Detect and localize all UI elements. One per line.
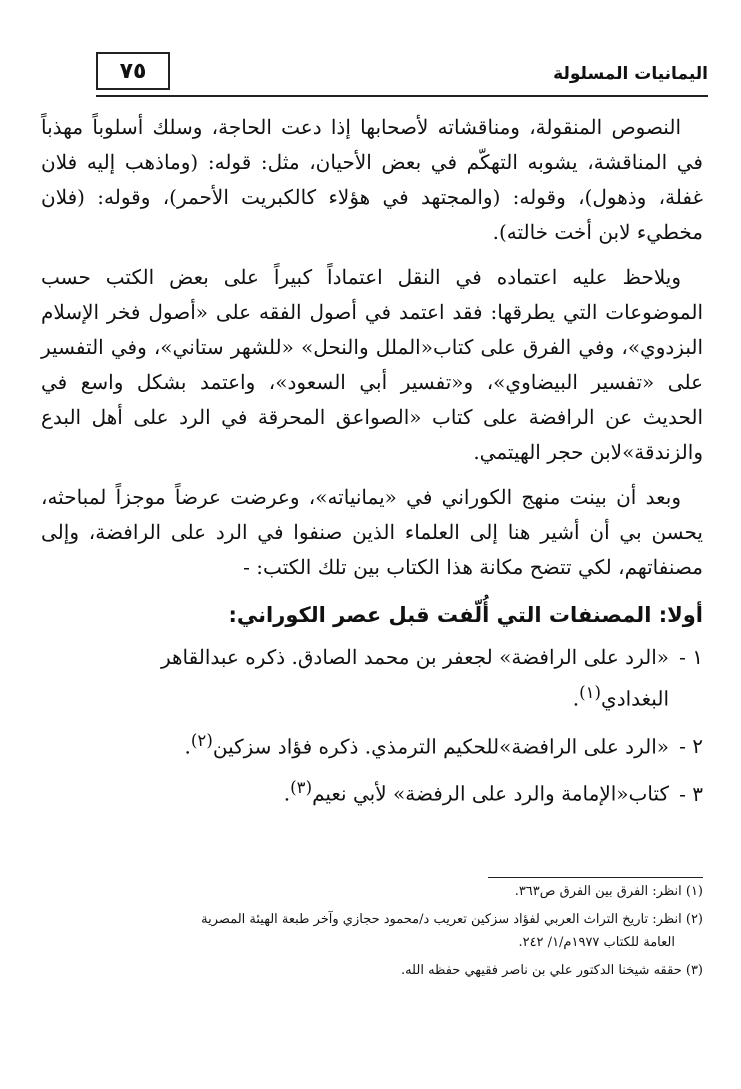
list-item: ٣ -كتاب«الإمامة والرد على الرفضة» لأبي نعيم$^{(٣)}$. [41,770,703,812]
paragraph: النصوص المنقولة، ومناقشاته لأصحابها إذا دعت الحاجة، وسلك أسلوباً مهذباً في المناقشة، يشوبه التهكّم في بعض الأحيان، مثل: قوله: (وماذهب إليه فلان غفلة، وذهول)، وقوله: (والمجتهد في هؤلاء كالكبريت الأحمر)، وقوله: (فلان مخطيء لابن أخت خالته). [41,115,703,244]
page-header [96,52,708,94]
list-item-continuation: البغدادي$^{(١)}$. [572,683,669,711]
footnote: (٣) حققه شيخنا الدكتور علي بن ناصر فقيهي حفظه الله. [400,963,703,978]
section-heading: أولا: المصنفات التي أُلّفت قبل عصر الكوراني: [228,603,703,627]
footnote-divider [488,877,703,878]
footnote: (١) انظر: الفرق بين الفرق ص٣٦٣. [514,884,703,899]
main-text [41,110,703,818]
footnote: (٢) انظر: تاريخ التراث العربي لفؤاد سزكين تعريب د/محمود حجازي وآخر طبعة الهيئة المصرية العامة للكتاب ١٩٧٧م/١/ ٢٤٢. [201,912,703,950]
running-title: اليمانيات المسلولة [553,64,708,84]
footnote-ref[interactable]: (٣) [290,778,313,798]
list-item-text: «الرد على الرافضة» لجعفر بن محمد الصادق. ذكره عبدالقاهر [160,645,669,669]
footnote-ref[interactable]: (٢) [190,730,213,750]
paragraph: وبعد أن بينت منهج الكوراني في «يمانياته»، وعرضت عرضاً موجزاً لمباحثه، يحسن بي أن أشير هنا إلى العلماء الذين صنفوا في الرد على الرافضة، وإلى مصنفاتهم، لكي تتضح مكانة هذا الكتاب بين تلك الكتب: - [41,485,703,579]
list-item: ٢ -«الرد على الرافضة»للحكيم الترمذي. ذكره فؤاد سزكين$^{(٢)}$. [41,723,703,765]
list-item-number: ١ - [679,645,703,669]
footnotes [41,880,703,987]
list-item-number: ٢ - [679,734,703,759]
paragraph: ويلاحظ عليه اعتماده في النقل اعتماداً كبيراً على بعض الكتب حسب الموضوعات التي يطرقها: فقد اعتمد في أصول الفقه على «أصول فخر الإسلام البزدوي»، وفي الفرق على كتاب«الملل والنحل» «للشهر ستاني»، وفي التفسير على «تفسير البيضاوي»، و«تفسير أبي السعود»، واعتمد بشكل واسع في الحديث عن الرافضة على كتاب «الصواعق المحرقة في الرد على أهل البدع والزندقة»لابن حجر الهيتمي. [41,265,704,464]
page-number: ٧٥ [96,52,170,90]
header-divider [96,95,708,97]
list-item-text: «الرد على الرافضة»للحكيم الترمذي. ذكره فؤاد سزكين [212,734,669,759]
footnote-ref[interactable]: (١) [579,683,602,702]
list-item-number: ٣ - [679,781,703,806]
list-item-text: كتاب«الإمامة والرد على الرفضة» لأبي نعيم [312,781,669,806]
list-item [41,639,703,717]
